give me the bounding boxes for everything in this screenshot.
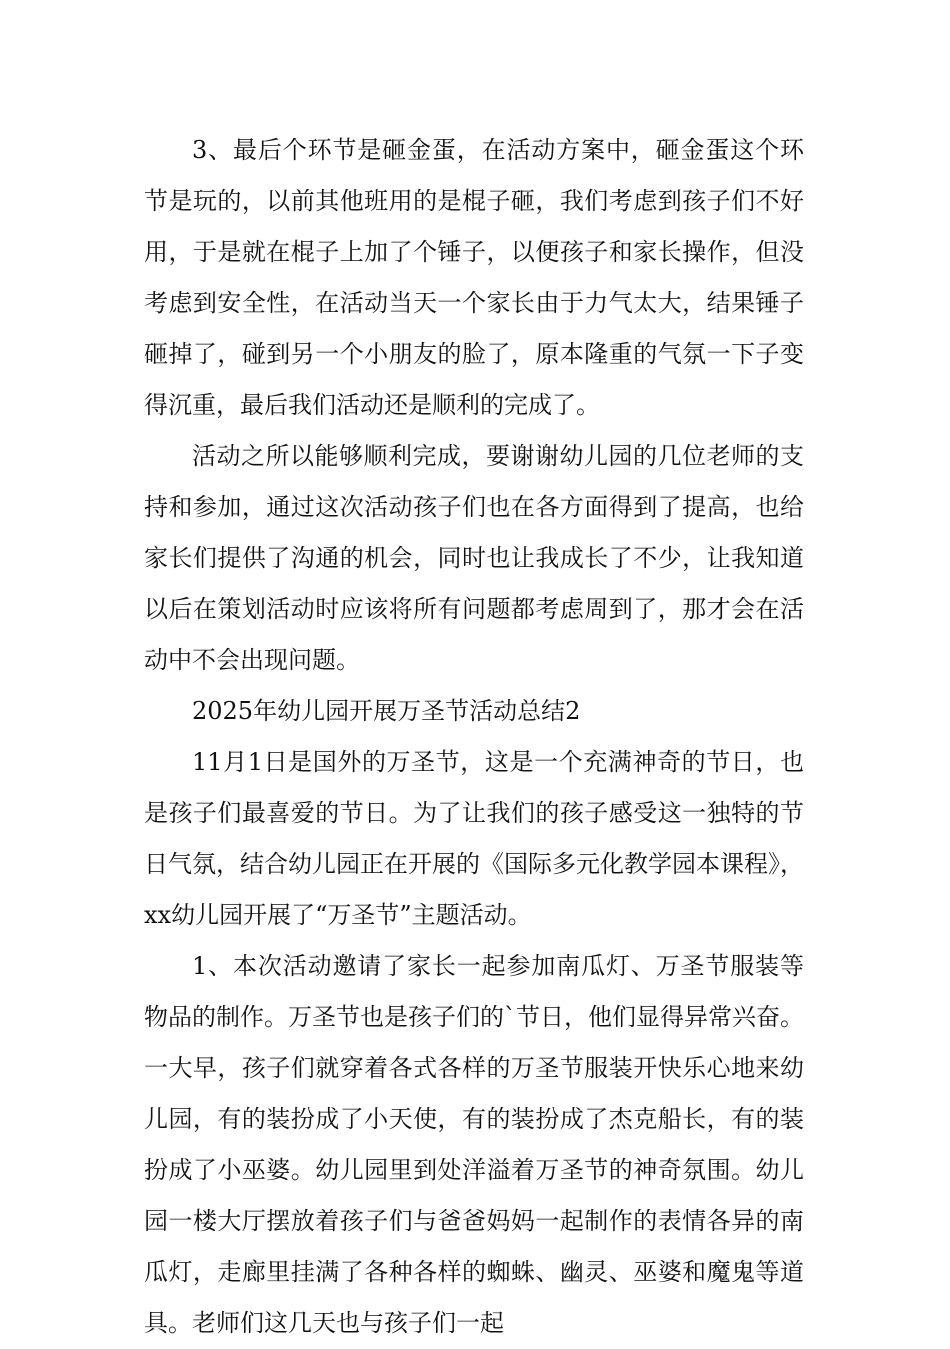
paragraph-thanks: 活动之所以能够顺利完成，要谢谢幼儿园的几位老师的支持和参加，通过这次活动孩子们也在各方面得到了提高，也给家长们提供了沟通的机会，同时也让我成长了不少，让我知道以后在策划活动时应该将所有问题都考虑周到了，那才会在活动中不会出现问题。	[144, 442, 804, 674]
paragraph-golden-egg: 3、最后个环节是砸金蛋，在活动方案中，砸金蛋这个环节是玩的，以前其他班用的是棍子砸，我们考虑到孩子们不好用，于是就在棍子上加了个锤子，以便孩子和家长操作，但没考虑到安全性，在活动当天一个家长由于力气太大，结果锤子砸掉了，碰到另一个小朋友的脸了，原本隆重的气氛一下子变得沉重，最后我们活动还是顺利的完成了。	[144, 136, 804, 419]
paragraph-halloween-intro: 11月1日是国外的万圣节，这是一个充满神奇的节日，也是孩子们最喜爱的节日。为了让我们的孩子感受这一独特的节日气氛，结合幼儿园正在开展的《国际多元化教学园本课程》，xx幼儿园开展了“万圣节”主题活动。	[144, 748, 804, 929]
section-heading: 2025年幼儿园开展万圣节活动总结2	[192, 697, 581, 725]
paragraph-activity-1: 1、本次活动邀请了家长一起参加南瓜灯、万圣节服装等物品的制作。万圣节也是孩子们的`节日，他们显得异常兴奋。一大早，孩子们就穿着各式各样的万圣节服装开快乐心地来幼儿园，有的装扮成了小天使，有的装扮成了杰克船长，有的装扮成了小巫婆。幼儿园里到处洋溢着万圣节的神奇氛围。幼儿园一楼大厅摆放着孩子们与爸爸妈妈一起制作的表情各异的南瓜灯，走廊里挂满了各种各样的蜘蛛、幽灵、巫婆和魔鬼等道具。老师们这几天也与孩子们一起	[144, 952, 804, 1337]
document-body	[144, 125, 804, 1349]
